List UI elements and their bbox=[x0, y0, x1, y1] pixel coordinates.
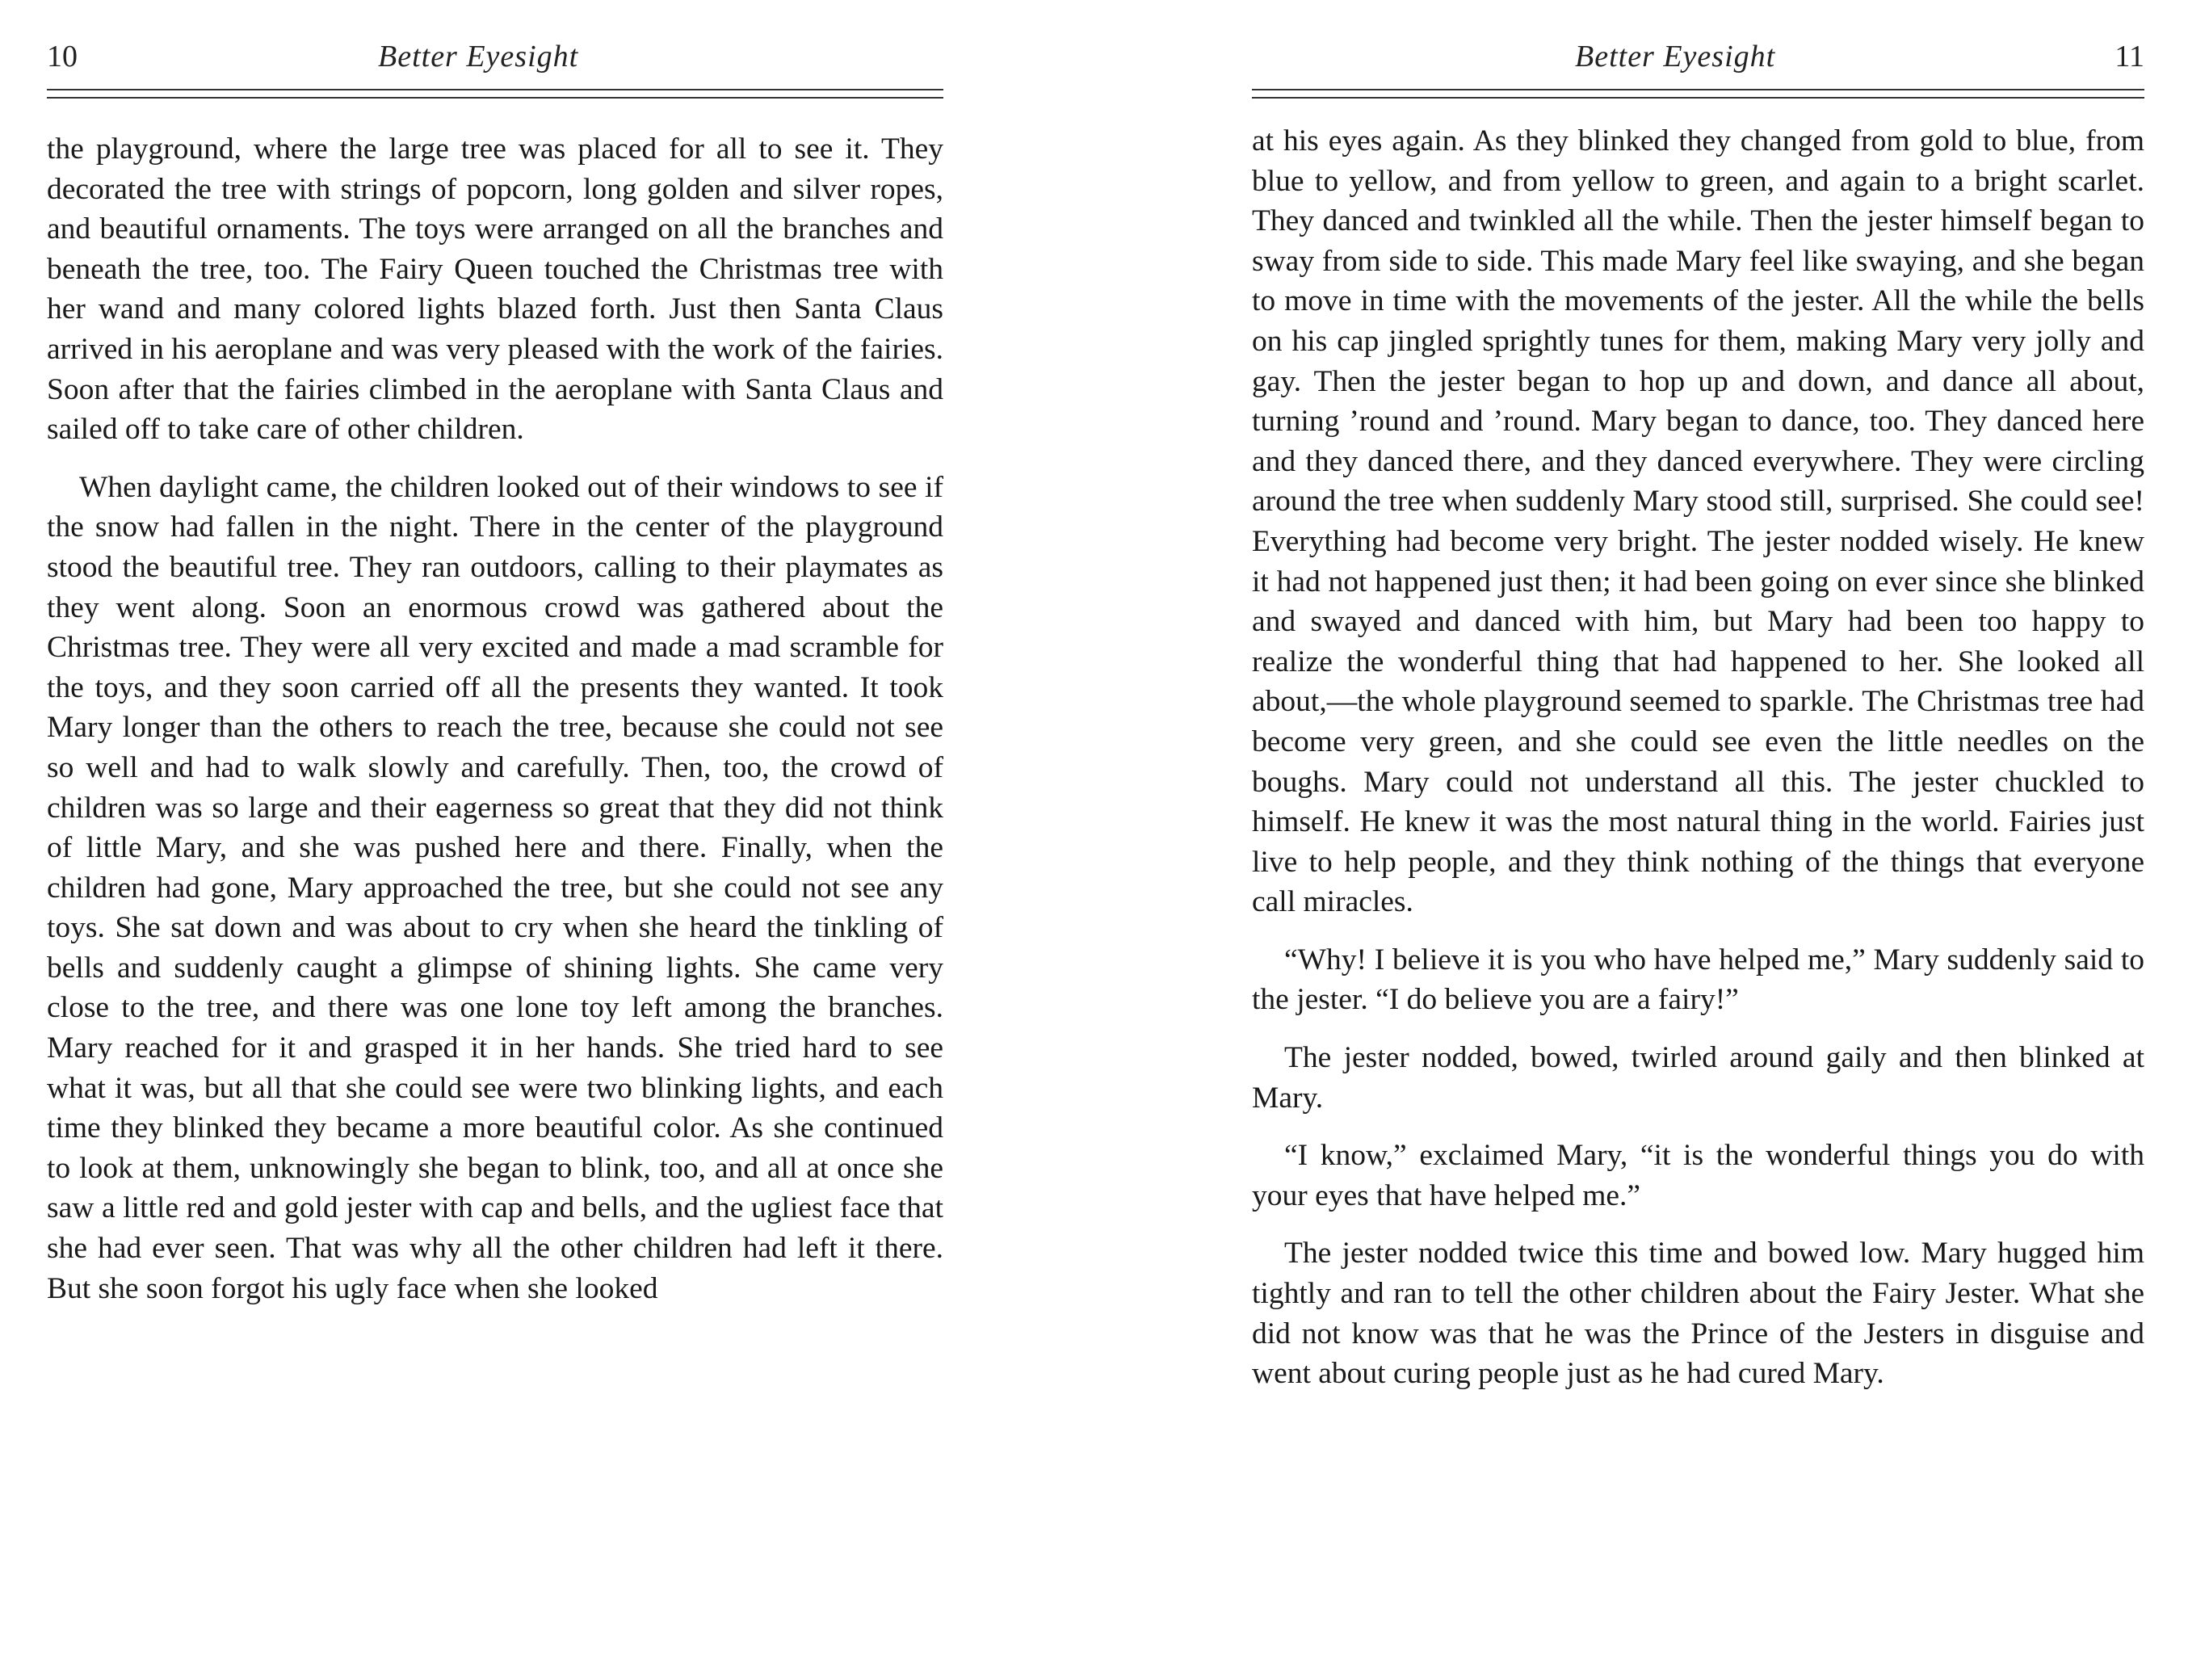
body-text-right bbox=[1252, 121, 2144, 1394]
paragraph: When daylight came, the children looked out of their windows to see if the snow had fallen in the night. There in the center of the playground stood the beautiful tree. They ran outdoors, calling to their playmates as they went along. Soon an enormous crowd was gathered about the Christmas tree. They were all very excited and made a mad scramble for the toys, and they soon carried off all the presents they wanted. It took Mary longer than the others to reach the tree, because she could not see so well and had to walk slowly and carefully. Then, too, the crowd of children was so large and their eagerness so great that they did not think of little Mary, and she was pushed here and there. Finally, when the children had gone, Mary approached the tree, but she could not see any toys. She sat down and was about to cry when she heard the tinkling of bells and suddenly caught a glimpse of shining lights. She came very close to the tree, and there was one lone toy left among the branches. Mary reached for it and grasped it in her hands. She tried hard to see what it was, but all that she could see were two blinking lights, and each time they blinked they became a more beautiful color. As she continued to look at them, unknowingly she began to blink, too, and all at once she saw a little red and gold jester with cap and bells, and the ugliest face that she had ever seen. That was why all the other children had left it there. But she soon forgot his ugly face when she looked bbox=[47, 470, 943, 1305]
paragraph: “I know,” exclaimed Mary, “it is the wonderful things you do with your eyes that have helped me.” bbox=[1252, 1139, 2144, 1212]
page-number-right: 11 bbox=[2115, 40, 2144, 74]
paragraph: at his eyes again. As they blinked they changed from gold to blue, from blue to yellow, and from yellow to green, and again to a bright scarlet. They danced and twinkled all the while. Then the jester himself began to sway from side to side. This made Mary feel like swaying, and she began to move in time with the movements of the jester. All the while the bells on his cap jingled sprightly tunes for them, making Mary very jolly and gay. Then the jester began to hop up and down, and dance all about, turning ’round and ’round. Mary began to dance, too. They danced here and they danced there, and they danced everywhere. They were circling around the tree when suddenly Mary stood still, surprised. She could see! Everything had become very bright. The jester nodded wisely. He knew it had not happened just then; it had been going on ever since she blinked and swayed and danced with him, but Mary had been too happy to realize the wonderful thing that had happened to her. She looked all about,—the whole playground seemed to sparkle. The Christmas tree had become very green, and she could see even the little needles on the boughs. Mary could not understand all this. The jester chuckled to himself. He knew it was the most natural thing in the world. Fairies just live to help people, and they think nothing of the things that everyone call miracles. bbox=[1252, 124, 2144, 919]
paragraph: The jester nodded, bowed, twirled around gaily and then blinked at Mary. bbox=[1252, 1041, 2144, 1115]
running-head-right bbox=[1252, 24, 2144, 81]
running-head-left bbox=[47, 24, 943, 81]
right-page bbox=[1252, 0, 2144, 1680]
paragraph: The jester nodded twice this time and bowed low. Mary hugged him tightly and ran to tell the other children about the Fairy Jester. What she did not know was that he was the Prince of the Jesters in disguise and went about curing people just as he had cured Mary. bbox=[1252, 1237, 2144, 1391]
page-number-left: 10 bbox=[47, 40, 78, 74]
paragraph: the playground, where the large tree was placed for all to see it. They decorated the tree with strings of popcorn, long golden and silver ropes, and beautiful ornaments. The toys were arranged on all the branches and beneath the tree, too. The Fairy Queen touched the Christmas tree with her wand and many colored lights blazed forth. Just then Santa Claus arrived in his aeroplane and was very pleased with the work of the fairies. Soon after that the fairies climbed in the aeroplane with Santa Claus and sailed off to take care of other children. bbox=[47, 132, 943, 447]
running-title-left: Better Eyesight bbox=[378, 40, 579, 74]
header-rule-left bbox=[47, 89, 943, 99]
header-rule-right bbox=[1252, 89, 2144, 99]
running-title-right: Better Eyesight bbox=[1575, 40, 1776, 74]
body-text-left bbox=[47, 129, 943, 1308]
left-page bbox=[47, 0, 943, 1680]
paragraph: “Why! I believe it is you who have helped me,” Mary suddenly said to the jester. “I do believe you are a fairy!” bbox=[1252, 943, 2144, 1017]
